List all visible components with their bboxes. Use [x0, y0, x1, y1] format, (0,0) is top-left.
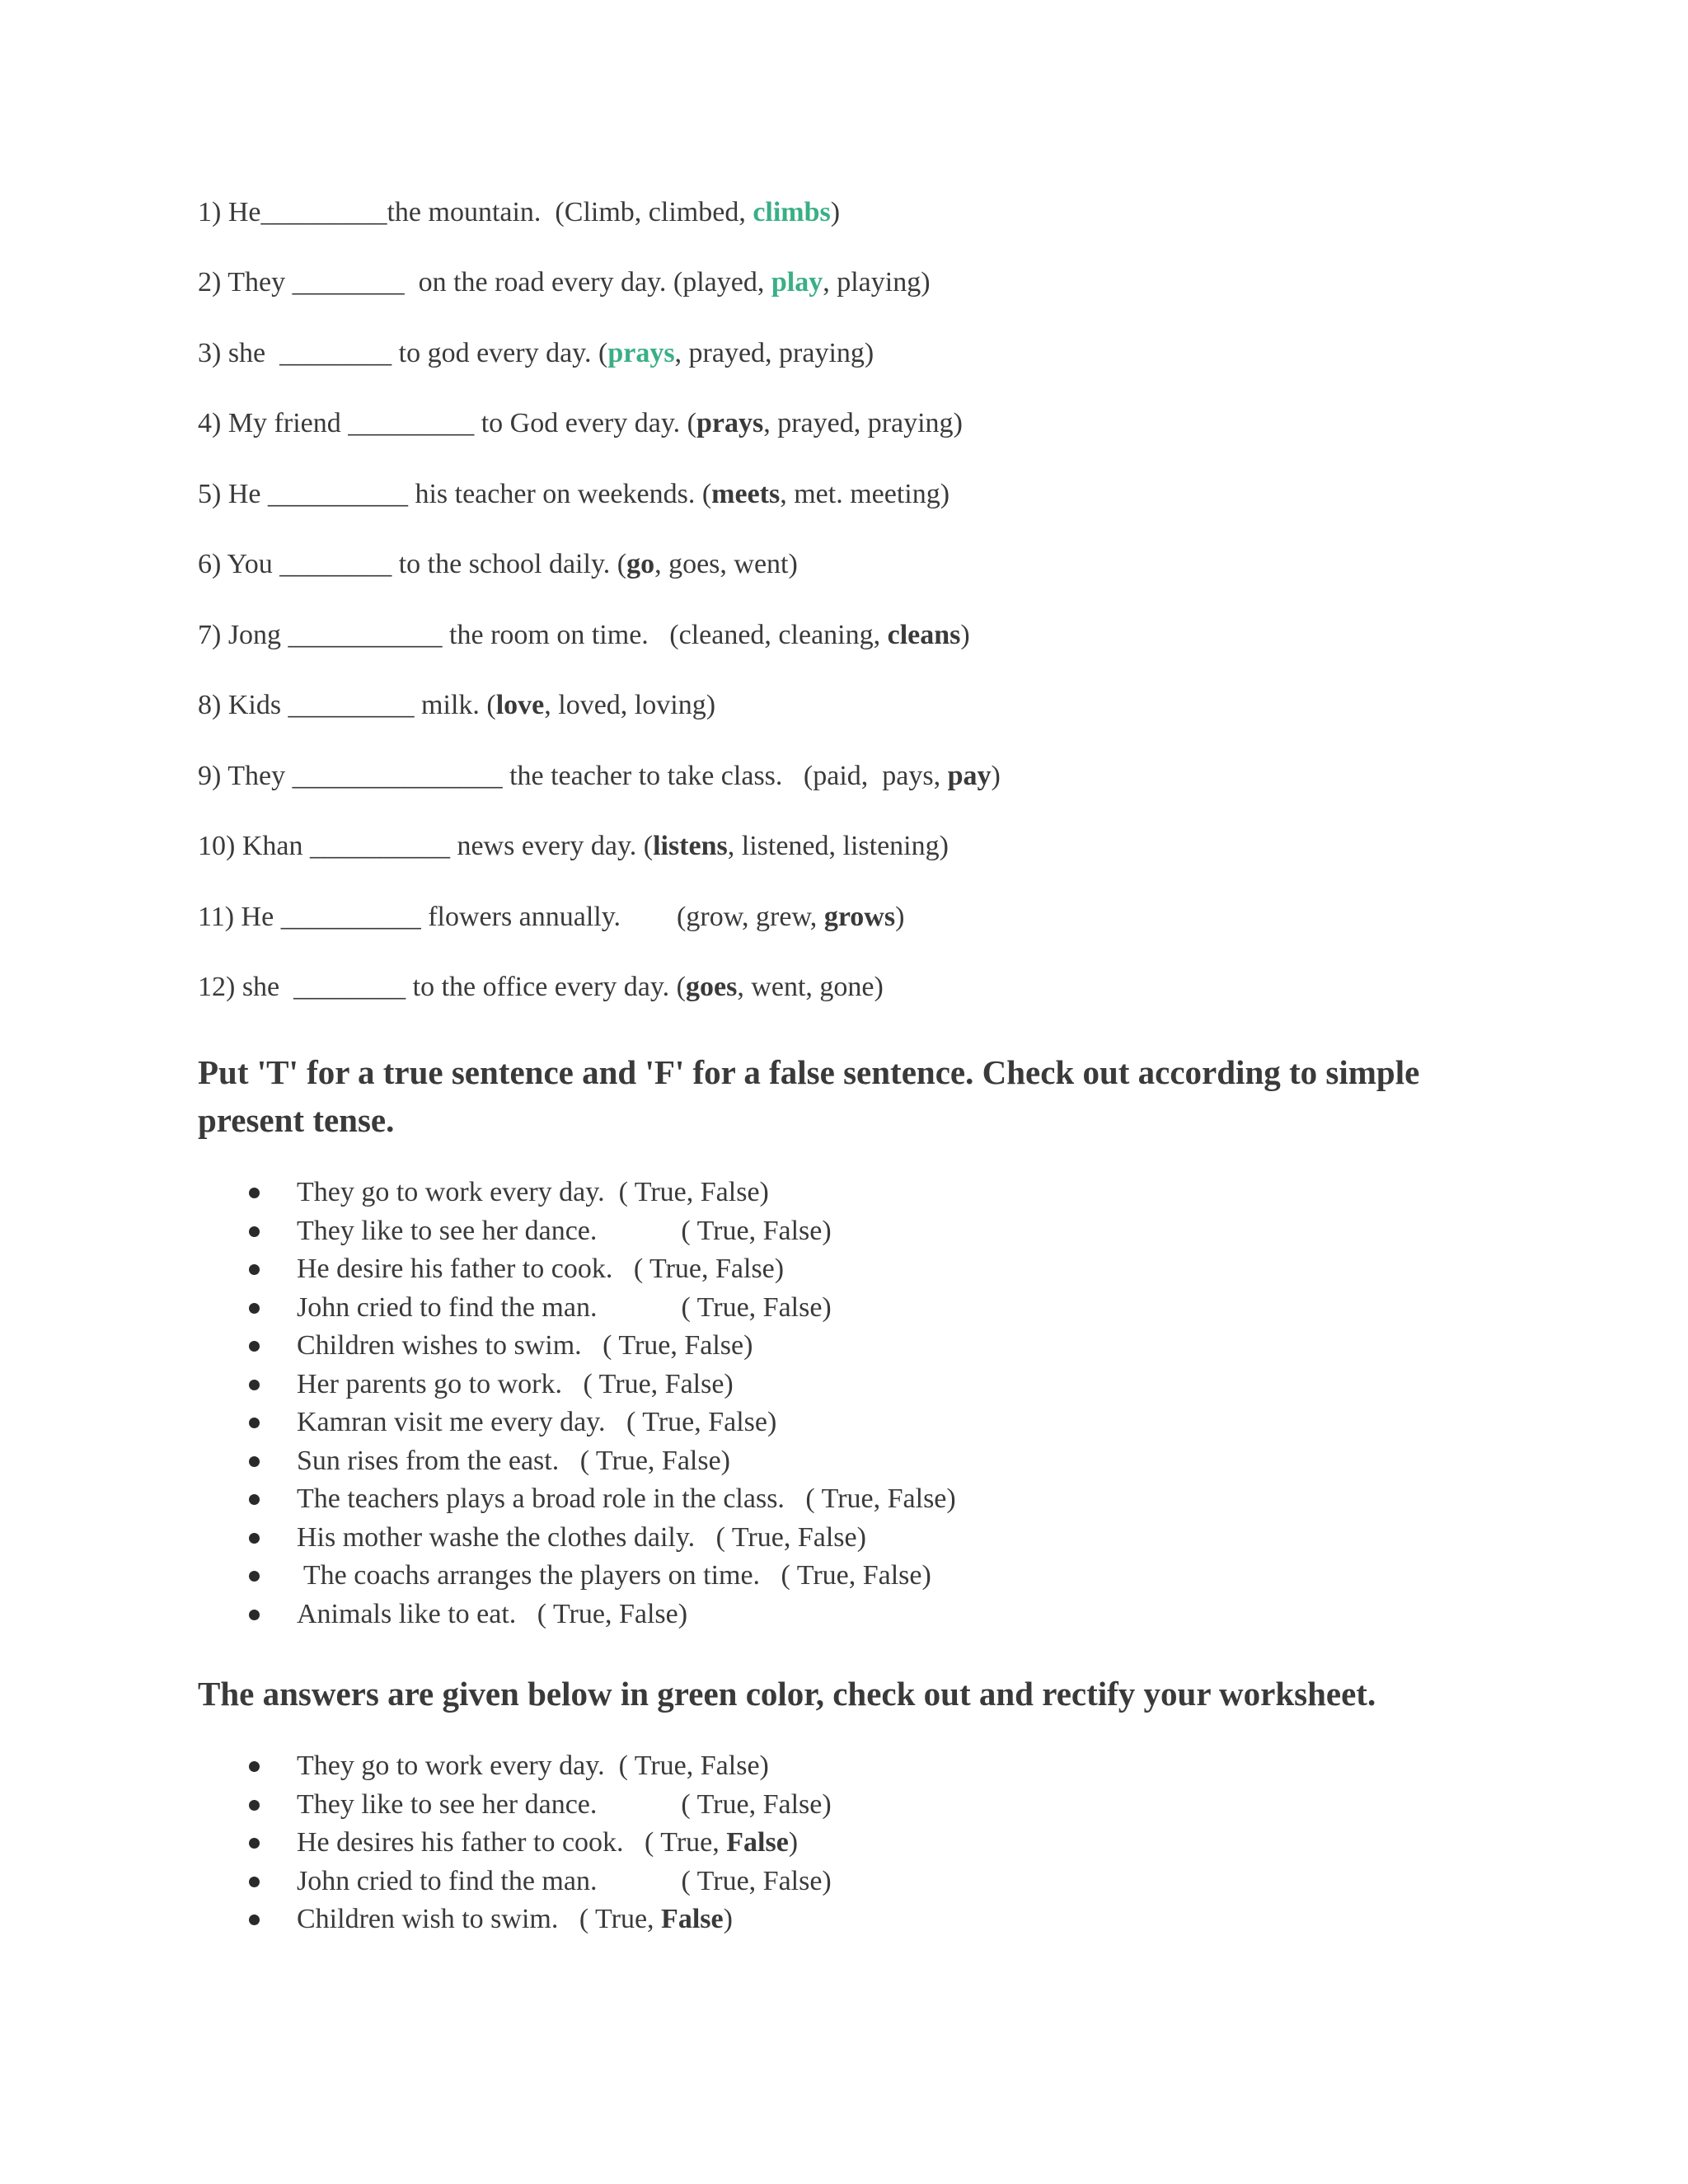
question-text: 2) They ________ on the road every day. ( — [198, 267, 683, 298]
true-false-item — [198, 1596, 956, 1634]
bullet-icon — [249, 1418, 260, 1428]
item-text: His mother washe the clothes daily. ( True, False) — [297, 1521, 866, 1553]
exercise-question-10 — [198, 828, 949, 865]
bullet-icon — [249, 1494, 260, 1505]
true-false-item — [198, 1557, 956, 1596]
bullet-icon — [249, 1380, 260, 1390]
exercise-question-1 — [198, 194, 840, 231]
question-text: 5) He __________ his teacher on weekends. ( — [198, 479, 712, 509]
answer-option-bold: love — [495, 690, 545, 720]
bullet-icon — [249, 1915, 260, 1925]
exercise-question-8 — [198, 687, 715, 724]
answer-option-bold: grows — [823, 902, 896, 932]
bullet-icon — [249, 1533, 260, 1544]
answer-item — [198, 1824, 832, 1863]
item-text: Sun rises from the east. ( True, False) — [297, 1445, 731, 1476]
exercise-question-11 — [198, 899, 904, 935]
true-false-item — [198, 1442, 956, 1481]
exercise-question-2 — [198, 265, 931, 301]
closing-paren: ) — [921, 267, 931, 298]
item-text: He desire his father to cook. ( True, False) — [297, 1254, 785, 1284]
exercise-question-12 — [198, 969, 884, 1005]
question-text: 8) Kids _________ milk. ( — [198, 690, 496, 720]
question-text: 11) He __________ flowers annually. ( — [198, 902, 687, 932]
closing-paren: ) — [874, 972, 884, 1002]
bullet-icon — [249, 1761, 260, 1772]
question-text: 4) My friend _________ to God every day. ( — [198, 408, 696, 438]
item-text: Animals like to eat. ( True, False) — [297, 1598, 688, 1629]
closing-paren: ) — [940, 479, 950, 509]
closing-paren: ) — [864, 338, 874, 368]
closing-paren: ) — [788, 1827, 799, 1858]
bullet-icon — [249, 1571, 260, 1582]
item-text: They go to work every day. ( True, False) — [297, 1177, 769, 1207]
closing-paren: ) — [895, 902, 905, 932]
question-text: 10) Khan __________ news every day. ( — [198, 831, 654, 861]
question-text: 12) she ________ to the office every day. ( — [198, 972, 686, 1002]
answer-option: , prayed, praying — [674, 338, 865, 368]
answer-option-bold: cleans — [887, 620, 961, 650]
true-false-item — [198, 1366, 956, 1404]
answer-option: paid, pays, — [813, 761, 948, 791]
exercise-question-9 — [198, 758, 1001, 794]
bullet-icon — [249, 1264, 260, 1275]
true-false-item — [198, 1404, 956, 1442]
answer-option-bold: go — [626, 549, 655, 579]
item-text: Children wish to swim. ( True, — [297, 1904, 662, 1934]
item-text: The teachers plays a broad role in the class. ( True, False) — [297, 1483, 956, 1514]
answer-option: , goes, went — [654, 549, 789, 579]
true-false-item — [198, 1289, 956, 1328]
answer-bold: False — [661, 1904, 724, 1934]
question-text: 1) He_________the mountain. ( — [198, 197, 565, 227]
answer-option: grow, grew, — [686, 902, 824, 932]
true-false-item — [198, 1480, 956, 1519]
answer-option: , loved, loving — [544, 690, 706, 720]
item-text: Her parents go to work. ( True, False) — [297, 1368, 734, 1399]
answer-option-highlighted: climbs — [753, 197, 831, 227]
item-text: They go to work every day. ( True, False) — [297, 1750, 769, 1781]
bullet-icon — [249, 1877, 260, 1887]
bullet-icon — [249, 1838, 260, 1849]
true-false-item — [198, 1519, 956, 1558]
answer-option: , met. meeting — [780, 479, 940, 509]
exercise-question-3 — [198, 335, 874, 372]
item-text: Kamran visit me every day. ( True, False) — [297, 1407, 777, 1437]
bullet-icon — [249, 1226, 260, 1237]
answer-item — [198, 1863, 832, 1901]
bullet-icon — [249, 1800, 260, 1811]
answer-option: , climbed, — [634, 197, 753, 227]
bullet-icon — [249, 1341, 260, 1352]
answer-option-highlighted: prays — [607, 338, 675, 368]
exercise-question-4 — [198, 405, 963, 442]
answer-option-bold: listens — [653, 831, 728, 861]
answers-list — [198, 1747, 832, 1939]
answer-item — [198, 1747, 832, 1786]
answer-option-bold: prays — [696, 408, 764, 438]
item-text: John cried to find the man. ( True, False) — [297, 1291, 832, 1323]
bullet-icon — [249, 1610, 260, 1620]
item-text: He desires his father to cook. ( True, — [297, 1827, 727, 1858]
answer-option-bold: goes — [686, 972, 738, 1002]
question-text: 3) she ________ to god every day. ( — [198, 338, 608, 368]
true-false-item — [198, 1212, 956, 1251]
answer-option-highlighted: play — [771, 267, 823, 298]
closing-paren: ) — [953, 408, 963, 438]
exercise-question-6 — [198, 546, 798, 583]
answer-option-bold: meets — [711, 479, 781, 509]
answer-option: cleaned, cleaning, — [678, 620, 888, 650]
answer-option: , playing — [823, 267, 921, 298]
answer-option: , went, gone — [737, 972, 874, 1002]
true-false-item — [198, 1250, 956, 1289]
question-text: 6) You ________ to the school daily. ( — [198, 549, 627, 579]
true-false-item — [198, 1174, 956, 1212]
item-text: They like to see her dance. ( True, False) — [297, 1788, 832, 1820]
answer-item — [198, 1900, 832, 1939]
closing-paren: ) — [723, 1904, 733, 1934]
item-text: John cried to find the man. ( True, False) — [297, 1865, 832, 1896]
true-false-item — [198, 1327, 956, 1366]
closing-paren: ) — [706, 690, 716, 720]
closing-paren: ) — [788, 549, 798, 579]
true-false-list — [198, 1174, 956, 1633]
exercise-question-5 — [198, 476, 950, 513]
answer-option: Climb — [564, 197, 635, 227]
answer-option: , listened, listening — [727, 831, 940, 861]
closing-paren: ) — [991, 761, 1001, 791]
answer-option: played, — [682, 267, 771, 298]
answer-item — [198, 1786, 832, 1825]
answer-option: , prayed, praying — [763, 408, 954, 438]
question-text: 7) Jong ___________ the room on time. ( — [198, 620, 679, 650]
bullet-icon — [249, 1188, 260, 1198]
bullet-icon — [249, 1456, 260, 1467]
answer-option-bold: pay — [947, 761, 992, 791]
question-text: 9) They _______________ the teacher to take class. ( — [198, 761, 814, 791]
answers-heading: The answers are given below in green color, check out and rectify your worksheet. — [198, 1675, 1376, 1713]
closing-paren: ) — [960, 620, 970, 650]
closing-paren: ) — [830, 197, 841, 227]
bullet-icon — [249, 1303, 260, 1314]
exercise-question-7 — [198, 617, 970, 654]
item-text: Children wishes to swim. ( True, False) — [297, 1330, 753, 1361]
closing-paren: ) — [939, 831, 949, 861]
item-text: They like to see her dance. ( True, False) — [297, 1215, 832, 1246]
item-text: The coachs arranges the players on time. ( True, False) — [297, 1560, 931, 1591]
true-false-instructions-heading: Put 'T' for a true sentence and 'F' for a false sentence. Check out according to simple present tense. — [198, 1053, 1420, 1139]
answer-bold: False — [726, 1827, 789, 1858]
